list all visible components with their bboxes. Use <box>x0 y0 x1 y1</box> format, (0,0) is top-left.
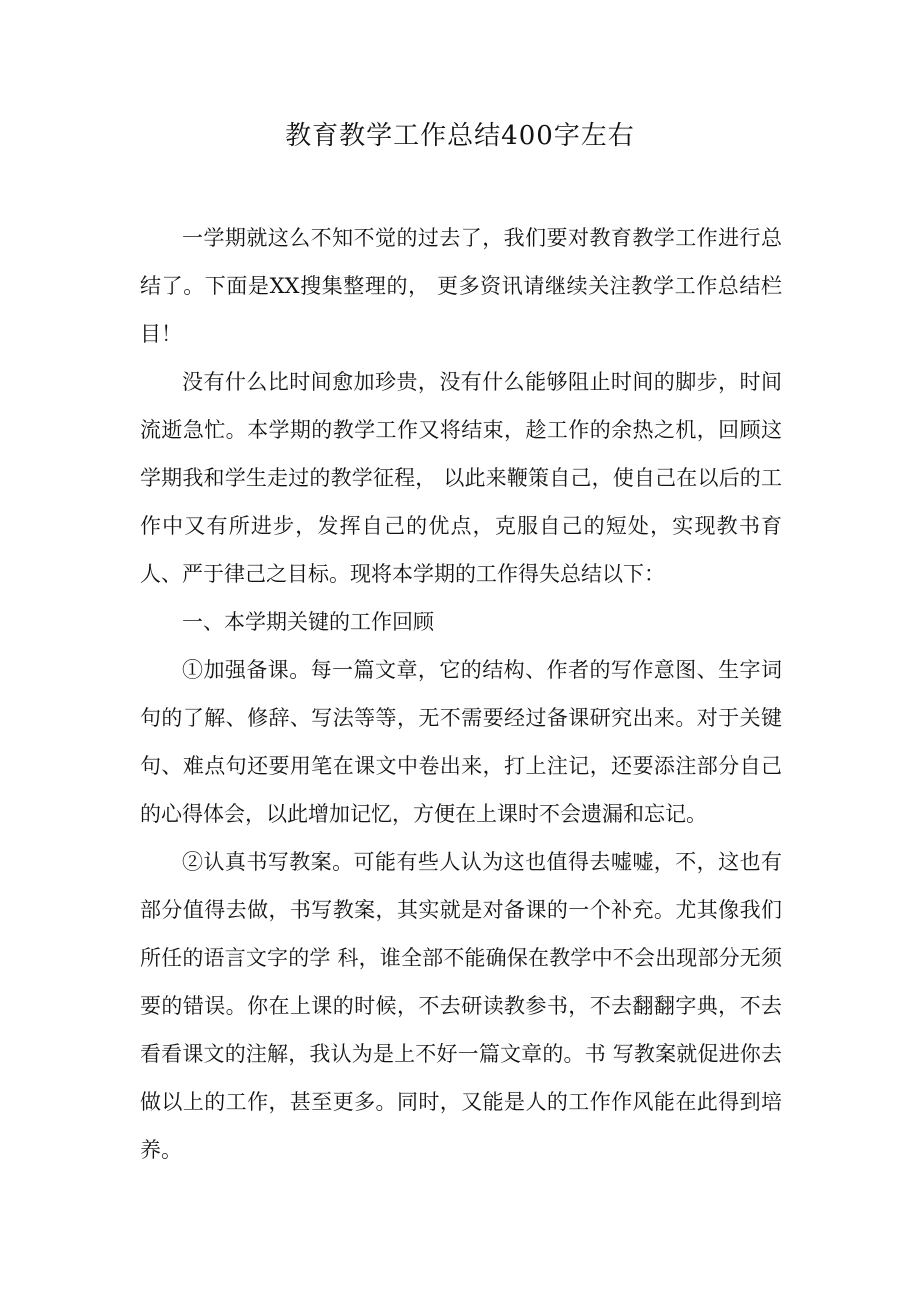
paragraph-intro: 一学期就这么不知不觉的过去了，我们要对教育教学工作进行总结了。下面是XX搜集整理的， 更多资讯请继续关注教学工作总结栏目！ <box>140 226 782 346</box>
paragraph-lesson-plans: ②认真书写教案。可能有些人认为这也值得去嘘嘘，不，这也有部分值得去做，书写教案，其实就是对备课的一个补充。尤其像我们所任的语言文字的学 科，谁全部不能确保在教学中不会出现部分无须要的错误。你在上课的时候，不去研读教参书，不去翻翻字典，不去看看课文的注解，我认为是上不好一篇文章的。书 写教案就促进你去做以上的工作，甚至更多。同时，又能是人的工作作风能在此得到培养。 <box>140 850 782 1162</box>
paragraph-lesson-prep: ①加强备课。每一篇文章，它的结构、作者的写作意图、生字词句的了解、修辞、写法等等，无不需要经过备课研究出来。对于关键句、难点句还要用笔在课文中卷出来，打上注记，还要添注部分自己的心得体会，以此增加记忆，方便在上课时不会遗漏和忘记。 <box>140 658 782 826</box>
paragraph-reflection: 没有什么比时间愈加珍贵，没有什么能够阻止时间的脚步，时间流逝急忙。本学期的教学工作又将结束，趁工作的余热之机，回顾这学期我和学生走过的教学征程， 以此来鞭策自己，使自己在以后的工作中又有所进步，发挥自己的优点，克服自己的短处，实现教书育人、严于律己之目标。现将本学期的工作得失总结以下： <box>140 370 782 586</box>
section-heading: 一、本学期关键的工作回顾 <box>182 610 434 634</box>
document-body <box>140 214 782 1174</box>
document-title: 教育教学工作总结400字左右 <box>285 121 635 151</box>
